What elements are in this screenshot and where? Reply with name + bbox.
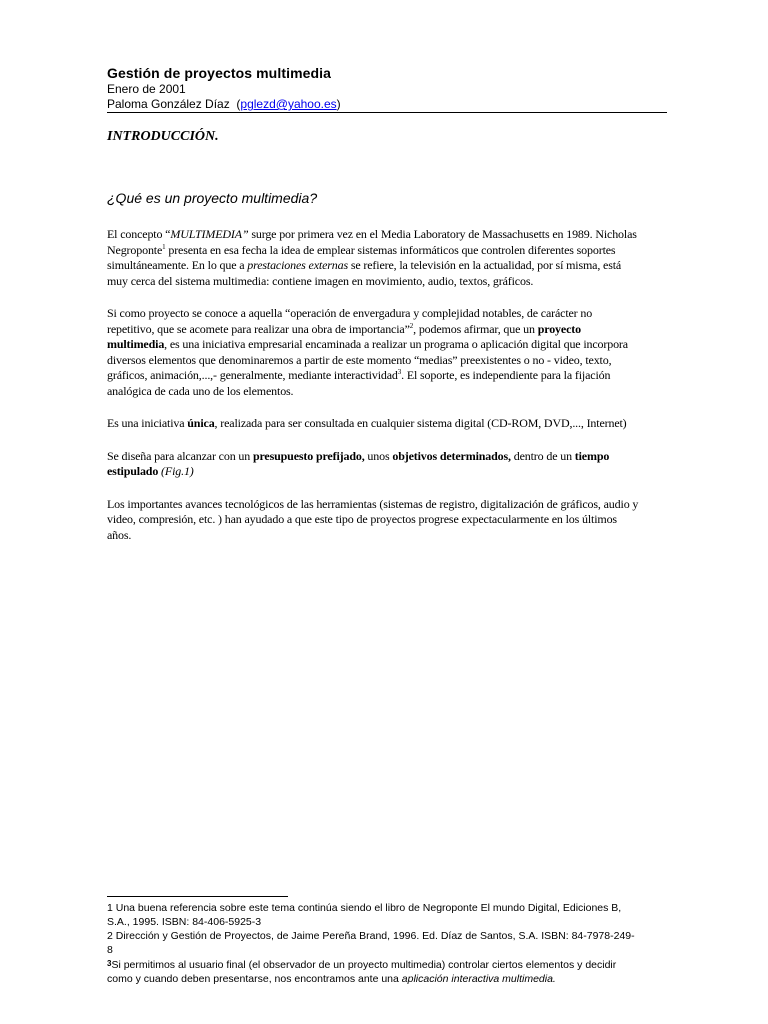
- footnote-3: [107, 957, 637, 986]
- p2-text-b: , podemos afirmar, que un: [413, 321, 538, 336]
- p1-text-d: presenta en esa fecha la idea de emplear sistemas informáticos que controlen diferentes soportes simultáneamente. En lo que a: [107, 242, 616, 272]
- p2-text-e: . El soporte, es independiente para la fijación analógica de cada uno de los elementos.: [107, 368, 611, 398]
- paragraph-5: Los importantes avances tecnológicos de las herramientas (sistemas de registro, digitalización de gráficos, audio y video, compresión, etc. ) han ayudado a que este tipo de proyectos progrese expectacularmente en los últimos años.: [107, 496, 639, 542]
- document-date: Enero de 2001: [107, 82, 186, 96]
- document-title: Gestión de proyectos multimedia: [107, 65, 332, 81]
- footnote-1: 1 Una buena referencia sobre este tema continúa siendo el libro de Negroponte El mundo Digital, Ediciones B, S.A., 1995. ISBN: 84-406-5925-3: [107, 902, 622, 928]
- footnote-2: 2 Dirección y Gestión de Proyectos, de Jaime Pereña Brand, 1996. Ed. Díaz de Santos, S.A. ISBN: 84-7978-249-8: [107, 930, 635, 956]
- p4-figure-ref[interactable]: (Fig.1): [161, 464, 194, 478]
- header-divider: [107, 112, 667, 113]
- footnote-3-number: 3: [107, 959, 112, 968]
- body-text: [107, 227, 639, 560]
- intro-heading: INTRODUCCIÓN.: [107, 129, 219, 144]
- p3-text-a: Es una iniciativa: [107, 416, 188, 430]
- footnote-ref-3[interactable]: 3: [397, 368, 402, 376]
- p1-text-f: se refiere, la televisión en la actualidad, por sí misma, está muy cerca del sistema multimedia: contiene imagen en movimiento, audio, textos, gráficos.: [107, 258, 622, 288]
- p3-text-c: , realizada para ser consultada en cualquier sistema digital (CD-ROM, DVD,..., Internet): [214, 416, 627, 430]
- footnote-3-italic: aplicación interactiva multimedia.: [401, 973, 556, 985]
- email-close-paren: ): [336, 97, 341, 111]
- p4-text-a: Se diseña para alcanzar con un: [107, 448, 253, 463]
- p2-text-d: , es una iniciativa empresarial encaminada a realizar un programa o aplicación digital que incorpora diversos elementos que denominaremos a partir de este momento “medias” preexistentes o no - video, texto, gráficos, animación,...,- generalmente, mediante interactividad: [107, 337, 628, 382]
- paragraph-1: [107, 227, 639, 289]
- footnote-divider: [107, 896, 288, 897]
- email-open-paren: (: [229, 97, 241, 111]
- footnotes: [107, 901, 637, 986]
- p2-proyecto-bold: proyecto multimedia: [107, 321, 581, 351]
- footnote-3-text: Si permitimos al usuario final (el observador de un proyecto multimedia) controlar ciertos elementos y decidir como y cuando deben presentarse, nos encontramos ante una: [107, 959, 617, 985]
- document-author-line: [107, 97, 667, 112]
- paragraph-2: [107, 306, 639, 399]
- p4-objetivos-bold: objetivos determinados,: [392, 448, 511, 463]
- p4-tiempo-bold: tiempo estipulado: [107, 448, 610, 478]
- p1-text-a: El concepto “: [107, 227, 171, 241]
- p4-text-c: unos: [364, 448, 393, 463]
- p1-prestaciones-italic: prestaciones externas: [247, 258, 348, 272]
- p3-unica-bold: única: [187, 416, 215, 430]
- document-header: [107, 65, 667, 112]
- p4-presupuesto-bold: presupuesto prefijado,: [252, 448, 365, 463]
- paragraph-4: [107, 449, 639, 480]
- p2-text-a: Si como proyecto se conoce a aquella “operación de envergadura y complejidad notables, de carácter no repetitivo, que se acomete para realizar una obra de importancia”: [107, 306, 593, 336]
- footnote-ref-2[interactable]: 2: [409, 321, 414, 330]
- author-name: Paloma González Díaz: [107, 97, 230, 111]
- p1-multimedia-italic: MULTIMEDIA”: [170, 227, 249, 241]
- p1-text-c: surge por primera vez en el Media Laboratory de Massachusetts en 1989. Nicholas Negroponte: [107, 227, 637, 257]
- footnote-ref-1[interactable]: 1: [162, 242, 166, 251]
- email-link[interactable]: pglezd@yahoo.es: [240, 97, 337, 111]
- p4-text-e: dentro de un: [510, 448, 575, 463]
- section-heading: ¿Qué es un proyecto multimedia?: [107, 190, 318, 206]
- paragraph-3: [107, 416, 639, 432]
